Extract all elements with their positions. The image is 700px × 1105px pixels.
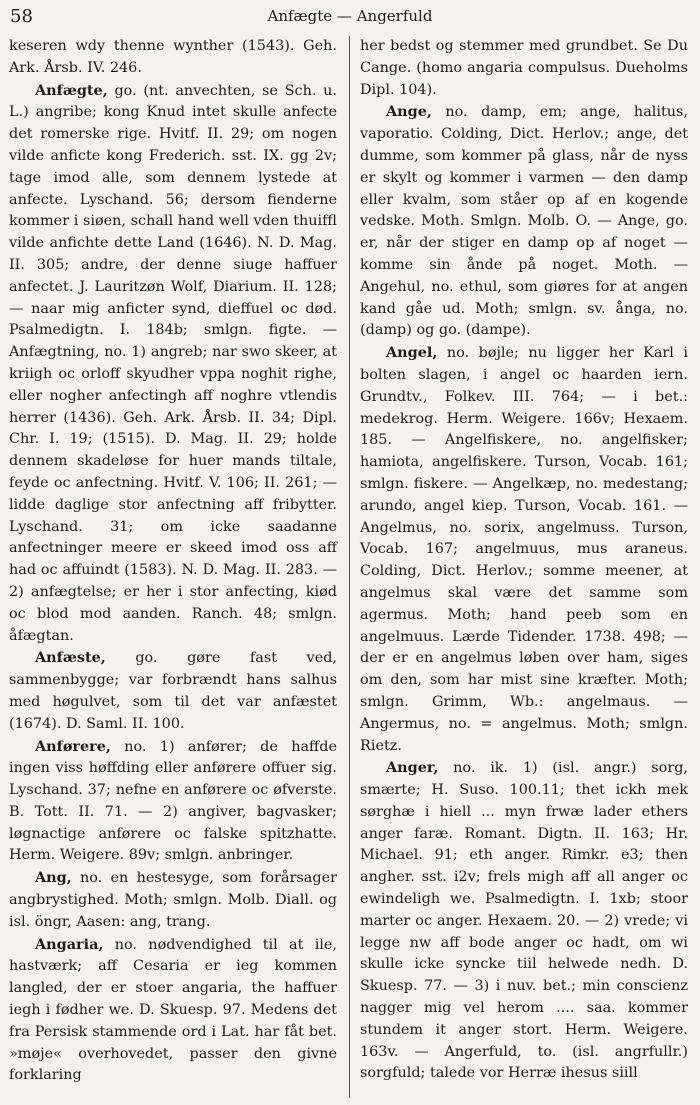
column-divider [349, 36, 350, 1098]
entry-text: no. 1) anfører; de haffde ingen viss høffding eller anførere offuer sig. Lyschand. 37; nefne en anførere oc øfverste. B. Tott. II. 71. — 2) angiver, bagvasker; løgnactige anførere oc falske spitzhatte. Herm. Weigere. 89v; smlgn. anbringer. [9, 738, 337, 864]
entry-text: go. gøre fast ved, sammenbygge; var forbrændt hans salhus med høgulvet, som til det var anfæstet (1674). D. Saml. II. 100. [9, 650, 337, 732]
dictionary-entry [9, 80, 337, 648]
entry-text: no. bøjle; nu ligger her Karl i bolten slagen, i angel oc haarden iern. Grundtv., Folkev. III. 764; — i bet.: medekrog. Herm. Weigere. 166v; Hexaem. 185. — Angelfiskere, no. angelfisker; hamiota, angelfiskere. Turson, Vocab. 161; smlgn. fiskere. — Angelkæp, no. medestang; arundo, angel kiep. Turson, Vocab. 161. — Angelmus, no. sorix, angelmuss. Turson, Vocab. 167; angelmuus, mus araneus. Colding, Dict. Herlov.; somme meener, at angelmus skal være det samme som agermus. Moth; hand peeb som en angelmuus. Lærde Tidender. 1738. 498; — der er en angelmus løben over ham, siges om den, som har mist sine kræfter. Moth; smlgn. Grimm, Wb.: angelmaus. — Angermus, no. = angelmus. Moth; smlgn. Rietz. [360, 345, 688, 754]
entry-text: her bedst og stemmer med grundbet. Se Du Cange. (homo angaria compulsus. Dueholms Dipl. 104). [360, 38, 688, 98]
running-head: Anfægte — Angerfuld [267, 7, 433, 25]
dictionary-entry [360, 342, 688, 757]
entry-text: no. damp, em; ange, halitus, vaporatio. Colding, Dict. Herlov.; ange, det dumme, som kommer på glass, når de nyss er skylt og kommer i varmen — den damp eller kvalm, som ståer op af en kogende vedske. Moth. Smlgn. Molb. O. — Ange, go. er, når der stiger en damp op af noget — komme sin ånde på noget. Moth. — Angehul, no. ethul, som giøres for at angen kand gåe ud. Moth; smlgn. sv. ånga, no. (damp) og go. (dampe). [360, 104, 688, 339]
entry-headword: Angaria, [35, 935, 104, 953]
entry-headword: Anfæste, [35, 649, 106, 667]
entry-text: no. ik. 1) (isl. angr.) sorg, smærte; H. Suso. 100.11; thet ickh mek sørghæ i hiell ... myn frwæ lader ethers anger faræ. Romant. Digtn. II. 163; Hr. Michael. 91; eth anger. Rimkr. e3; then angher. sst. i2v; frels migh aff all anger oc ewindeligh we. Psalmedigtn. I. 1xb; stoor marter oc anger. Hexaem. 20. — 2) vrede; vi legge nw aff bode anger oc hadt, om wi skulle icke syncke tiil helwede nedh. D. Skuesp. 77. — 3) i nuv. bet.; min conscienz nagger mig vel herom .... saa. kommer stundem it anger stort. Herm. Weigere. 163v. — Angerfuld, to. (isl. angrfullr.) sorgfuld; talede vor Herræ ihesus siill [360, 760, 688, 1082]
page-number: 58 [10, 6, 33, 27]
dictionary-entry [9, 934, 337, 1088]
dictionary-entry [360, 36, 688, 101]
right-column [360, 36, 688, 1085]
entry-text: no. en hestesyge, som forårsager angbrystighed. Moth; smlgn. Molb. Diall. og isl. öngr, Aasen: ang, trang. [9, 870, 337, 930]
dictionary-entry [360, 101, 688, 342]
entry-text: go. (nt. anvechten, se Sch. u. L.) angribe; kong Knud intet skulle anfecte det romerske rige. Hvitf. II. 29; om nogen vilde anficte kong Frederich. sst. IX. gg 2v; tage imod alle, som dennem lystede at anfecte. Lyschand. 56; dersom fienderne kommer i siøen, schall hand well vden thuiffl vilde anfichte dette Land (1646). N. D. Mag. II. 305; andre, der denne siuge haffuer anfectet. J. Lauritzøn Wolf, Diarium. II. 128; — naar mig anficter synd, dieffuel oc død. Psalmedigtn. I. 184b; smlgn. figte. — Anfægtning, no. 1) angreb; nar swo skeer, at kriigh oc orloff skyudher vppa noghit righe, eller nogher anfectingh aff noghre vtlendis herrer (1436). Geh. Ark. Årsb. II. 34; Dipl. Chr. I. 19; (1515). D. Mag. II. 29; holde dennem skadeløse for huer mands tiltale, feyde oc anfectning. Hvitf. V. 106; II. 261; — lidde daglige stor anfectning aff fribytter. Lyschand. 31; om icke saadanne anfectninger meere er skeed imod oss aff had oc affuindt (1583). N. D. Mag. II. 283. — 2) anfægtelse; er her i stor anfecting, kiød oc blod mod aanden. Ranch. 48; smlgn. åfægtan. [9, 82, 337, 644]
entry-text: no. nødvendighed til at ile, hastværk; aff Cesaria er ieg kommen langled, der er stoer angaria, the haffuer iegh i fødher we. D. Skuesp. 97. Medens det fra Persisk stammende ord i Lat. har fåt bet. »møje« overhovedet, passer den givne forklaring [9, 936, 337, 1084]
dictionary-entry [9, 36, 337, 80]
entry-headword: Anførere, [35, 737, 111, 755]
entry-text: keseren wdy thenne wynther (1543). Geh. Ark. Årsb. IV. 246. [9, 38, 337, 76]
left-column [9, 36, 337, 1087]
dictionary-entry [9, 867, 337, 933]
entry-headword: Ang, [35, 869, 72, 887]
entry-headword: Ange, [386, 103, 432, 121]
dictionary-entry [9, 647, 337, 735]
entry-headword: Anger, [386, 759, 439, 777]
entry-headword: Angel, [386, 344, 438, 362]
dictionary-entry [360, 757, 688, 1085]
dictionary-entry [9, 736, 337, 868]
page-header [0, 4, 700, 30]
entry-headword: Anfægte, [35, 81, 108, 99]
